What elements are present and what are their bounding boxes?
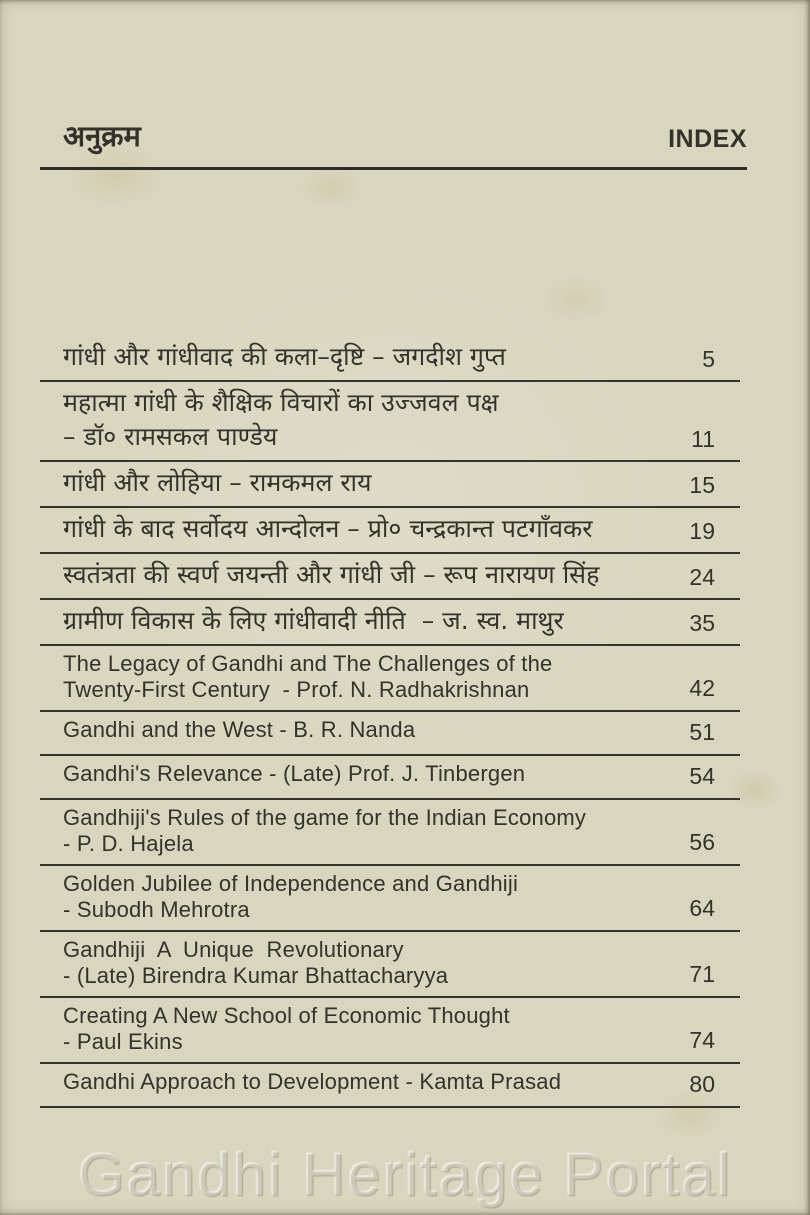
entry-title-line: Gandhi's Relevance - (Late) Prof. J. Tinbergen bbox=[63, 761, 526, 786]
toc-entry bbox=[40, 508, 740, 554]
entry-title-line: - P. D. Hajela bbox=[63, 831, 194, 856]
entry-page-number: 5 bbox=[702, 346, 715, 372]
entry-title-line: Twenty-First Century - Prof. N. Radhakrishnan bbox=[63, 677, 530, 702]
toc-entry bbox=[40, 932, 740, 998]
toc-entry bbox=[40, 998, 740, 1064]
toc-entry bbox=[40, 600, 740, 646]
toc-entry bbox=[40, 800, 740, 866]
entry-page-number: 15 bbox=[689, 472, 715, 498]
entry-title-line: गांधी और गांधीवाद की कला–दृष्टि – जगदीश गुप्त bbox=[63, 342, 506, 371]
entry-page-number: 35 bbox=[689, 610, 715, 636]
entry-page-number: 51 bbox=[689, 719, 715, 745]
entry-title-line: गांधी के बाद सर्वोदय आन्दोलन – प्रो० चन्द्रकान्त पटगाँवकर bbox=[63, 514, 593, 543]
entry-title-line: Creating A New School of Economic Thought bbox=[63, 1003, 510, 1028]
entry-title bbox=[63, 1003, 677, 1055]
entry-title bbox=[63, 1069, 677, 1099]
toc-entry bbox=[40, 554, 740, 600]
entry-title bbox=[63, 871, 677, 923]
header-title-hindi: अनुक्रम bbox=[63, 119, 141, 153]
entry-title bbox=[63, 604, 677, 638]
entry-title-line: गांधी और लोहिया – रामकमल राय bbox=[63, 468, 372, 497]
entry-title-line: Golden Jubilee of Independence and Gandhiji bbox=[63, 871, 519, 896]
entry-title-line: The Legacy of Gandhi and The Challenges of the bbox=[63, 651, 553, 676]
header-title-english: INDEX bbox=[668, 125, 747, 153]
entry-page-number: 74 bbox=[689, 1027, 715, 1053]
entry-title-line: Gandhiji's Rules of the game for the Indian Economy bbox=[63, 805, 587, 830]
watermark-text: Gandhi Heritage Portal bbox=[77, 1141, 733, 1208]
entry-page-number: 64 bbox=[689, 895, 715, 921]
entry-page-number: 11 bbox=[691, 426, 715, 452]
toc-entry bbox=[40, 1064, 740, 1108]
entry-title bbox=[63, 651, 677, 703]
entry-title-line: - Paul Ekins bbox=[63, 1029, 183, 1054]
entry-title bbox=[63, 466, 677, 500]
page-header bbox=[40, 118, 747, 170]
entry-page-number: 24 bbox=[689, 564, 715, 590]
entry-title-line: Gandhi and the West - B. R. Nanda bbox=[63, 717, 416, 742]
entry-title bbox=[63, 386, 679, 454]
entry-page-number: 56 bbox=[689, 829, 715, 855]
entry-title bbox=[63, 717, 677, 747]
entry-page-number: 71 bbox=[689, 961, 715, 987]
entry-title-line: - (Late) Birendra Kumar Bhattacharyya bbox=[63, 963, 449, 988]
entry-title-line: Gandhiji A Unique Revolutionary bbox=[63, 937, 404, 962]
entry-title-line: महात्मा गांधी के शैक्षिक विचारों का उज्जवल पक्ष bbox=[63, 388, 499, 417]
entry-title bbox=[63, 937, 677, 989]
toc-entry bbox=[40, 336, 740, 382]
entry-page-number: 54 bbox=[689, 763, 715, 789]
entry-title-line: स्वतंत्रता की स्वर्ण जयन्ती और गांधी जी – रूप नारायण सिंह bbox=[63, 560, 600, 589]
entry-title-line: – डॉ० रामसकल पाण्डेय bbox=[63, 422, 278, 451]
entry-title bbox=[63, 512, 677, 546]
toc-entry bbox=[40, 382, 740, 462]
entry-title bbox=[63, 340, 690, 374]
entry-title bbox=[63, 558, 677, 592]
toc-entry bbox=[40, 712, 740, 756]
entry-title bbox=[63, 805, 677, 857]
toc-entry bbox=[40, 646, 740, 712]
toc-entry bbox=[40, 866, 740, 932]
toc-entry bbox=[40, 756, 740, 800]
entry-page-number: 80 bbox=[689, 1071, 715, 1097]
table-of-contents bbox=[40, 336, 740, 1108]
entry-title-line: Gandhi Approach to Development - Kamta Prasad bbox=[63, 1069, 562, 1094]
entry-page-number: 19 bbox=[689, 518, 715, 544]
toc-entry bbox=[40, 462, 740, 508]
entry-title-line: ग्रामीण विकास के लिए गांधीवादी नीति – ज. स्व. माथुर bbox=[63, 606, 564, 635]
entry-page-number: 42 bbox=[689, 675, 715, 701]
entry-title-line: - Subodh Mehrotra bbox=[63, 897, 250, 922]
entry-title bbox=[63, 761, 677, 791]
